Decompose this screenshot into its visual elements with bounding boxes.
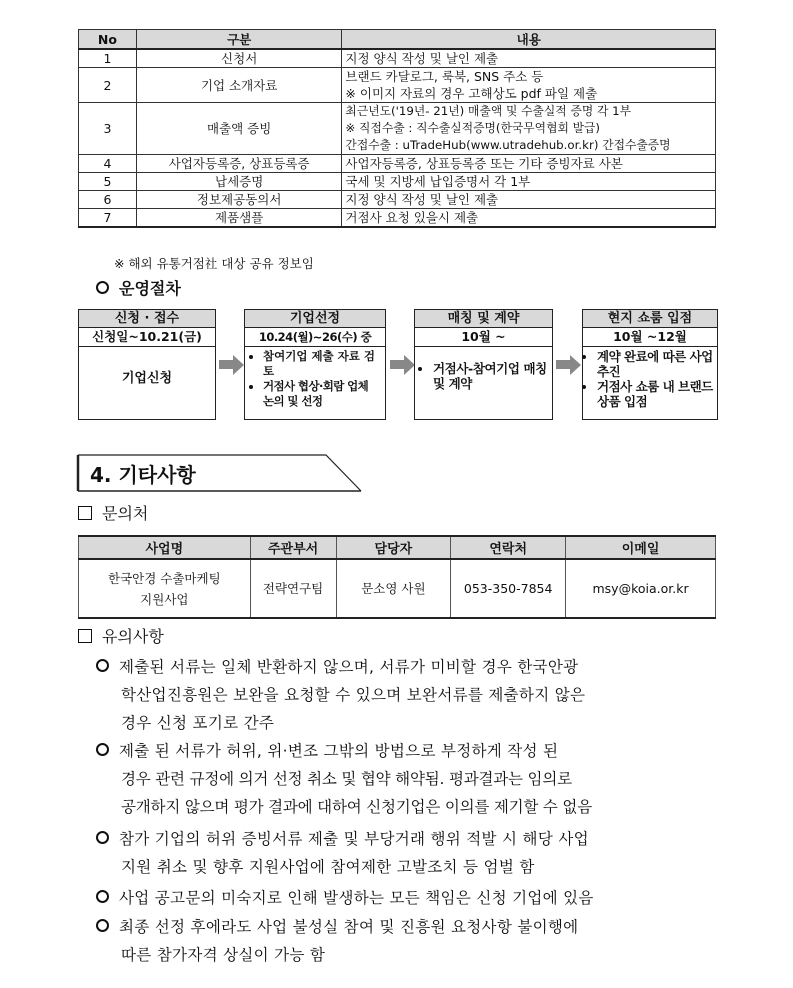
row-category: 정보제공동의서 [136,191,342,209]
row-no: 2 [79,68,137,103]
circle-bullet-icon [96,919,109,932]
email-address[interactable]: msy@koia.or.kr [566,559,716,618]
circle-bullet-icon [96,831,109,844]
step-title: 기업선정 [245,310,385,328]
notice-first-line: 제출된 서류는 일체 반환하지 않으며, 서류가 미비할 경우 한국안광 [119,658,579,676]
row-content: 지정 양식 작성 및 날인 제출 [342,191,716,209]
row-no: 6 [79,191,137,209]
phone-number: 053-350-7854 [451,559,566,618]
row-content: 거점사 요청 있을시 제출 [342,209,716,228]
header-no: No [79,30,137,50]
step-selection [244,309,386,420]
contact-heading-text: 문의처 [102,504,149,523]
table-note: ※ 해외 유통거점社 대상 공유 정보임 [114,256,314,271]
step-date: 10월 ~ [415,328,552,347]
contact-person: 문소영 사원 [336,559,451,618]
notice-heading [78,624,164,647]
contact-heading [78,501,148,524]
section-title: 4. 기타사항 [90,463,196,487]
step-title: 신청 · 접수 [79,310,215,328]
row-category: 납세증명 [136,173,342,191]
notice-first-line: 참가 기업의 허위 증빙서류 제출 및 부당거래 행위 적발 시 해당 사업 [119,830,589,848]
notice-rest: 경우 관련 규정에 의거 선정 취소 및 협약 해약됨. 평과결과는 임의로 공개하지 않으며 평가 결과에 대하여 신청기업은 이의를 제기할 수 없음 [121,770,592,816]
row-no: 7 [79,209,137,228]
header-person: 담당자 [336,536,451,559]
table-row [79,155,716,173]
step-showroom [582,309,718,420]
row-content: 사업자등록증, 상표등록증 또는 기타 증빙자료 사본 [342,155,716,173]
step-item: • 거점사 협상·회람 업체 논의 및 선정 [263,379,381,409]
header-content: 내용 [342,30,716,50]
header-project: 사업명 [79,536,251,559]
notice-first-line: 제출 된 서류가 허위, 위·변조 그밖의 방법으로 부정하게 작성 된 [119,742,559,760]
notice-item [96,825,721,881]
notice-rest: 따른 참가자격 상실이 가능 함 [121,946,326,964]
circle-bullet-icon [96,743,109,756]
table-header-row [79,536,716,559]
square-bullet-icon [78,506,92,520]
header-email: 이메일 [566,536,716,559]
table-row [79,191,716,209]
row-category: 제품샘플 [136,209,342,228]
step-item: • 계약 완료에 따른 사업 추진 [597,349,713,379]
step-apply [78,309,216,420]
table-header-row [79,30,716,50]
step-matching [414,309,553,420]
row-no: 3 [79,103,137,155]
notice-first-line: 사업 공고문의 미숙지로 인해 발생하는 모든 책임은 신청 기업에 있음 [119,889,594,907]
notice-rest: 지원 취소 및 향후 지원사업에 참여제한 고발조치 등 엄벌 함 [121,858,535,876]
row-content: 지정 양식 작성 및 날인 제출 [342,49,716,68]
circle-bullet-icon [96,890,109,903]
procedure-heading [96,276,181,299]
row-content: 최근년도('19년- 21년) 매출액 및 수출실적 증명 각 1부 ※ 직접수출 : 직수출실적증명(한국무역협회 발급) 간접수출 : uTradeHub(www.utradehub.or.kr) 간접수출증명 [342,103,716,155]
step-title: 현지 쇼룸 입점 [583,310,717,328]
table-row [79,103,716,155]
table-row [79,68,716,103]
step-body [583,347,717,411]
notice-item [96,653,721,737]
row-no: 4 [79,155,137,173]
table-row [79,173,716,191]
procedure-heading-text: 운영절차 [119,279,181,298]
step-item: 기업신청 [121,371,173,386]
step-body [79,347,215,388]
notice-item [96,884,721,912]
row-category: 사업자등록증, 상표등록증 [136,155,342,173]
row-category: 매출액 증빙 [136,103,342,155]
step-date: 10월 ~12월 [583,328,717,347]
header-dept: 주관부서 [250,536,336,559]
required-documents-table [78,29,716,228]
row-no: 1 [79,49,137,68]
step-date: 신청일~10.21(금) [79,328,215,347]
step-body [415,347,552,393]
row-category: 기업 소개자료 [136,68,342,103]
notice-item [96,737,721,821]
step-item: • 참여기업 제출 자료 검토 [263,349,381,379]
header-phone: 연락처 [451,536,566,559]
step-date: 10.24(월)~26(수) 중 [245,328,385,347]
circle-bullet-icon [96,659,109,672]
step-item: • 거점사 쇼룸 내 브랜드상품 입점 [597,379,713,409]
row-content: 브랜드 카달로그, 룩북, SNS 주소 등 ※ 이미지 자료의 경우 고해상도 pdf 파일 제출 [342,68,716,103]
notice-first-line: 최종 선정 후에라도 사업 불성실 참여 및 진흥원 요청사항 불이행에 [119,918,579,936]
row-category: 신청서 [136,49,342,68]
step-body [245,347,385,411]
table-row [79,49,716,68]
project-name: 한국안경 수출마케팅 지원사업 [79,559,251,618]
notice-heading-text: 유의사항 [102,627,164,646]
square-bullet-icon [78,629,92,643]
notice-rest: 학산업진흥원은 보완을 요청할 수 있으며 보완서류를 제출하지 않은 경우 신청 포기로 간주 [121,686,586,732]
notice-item [96,913,721,969]
step-item: • 거점사-참여기업 매칭 및 계약 [433,361,548,391]
contact-table [78,535,716,619]
step-title: 매칭 및 계약 [415,310,552,328]
header-category: 구분 [136,30,342,50]
circle-bullet-icon [96,281,109,294]
table-row [79,209,716,228]
row-no: 5 [79,173,137,191]
table-row [79,559,716,618]
dept-name: 전략연구팀 [250,559,336,618]
row-content: 국세 및 지방세 납입증명서 각 1부 [342,173,716,191]
